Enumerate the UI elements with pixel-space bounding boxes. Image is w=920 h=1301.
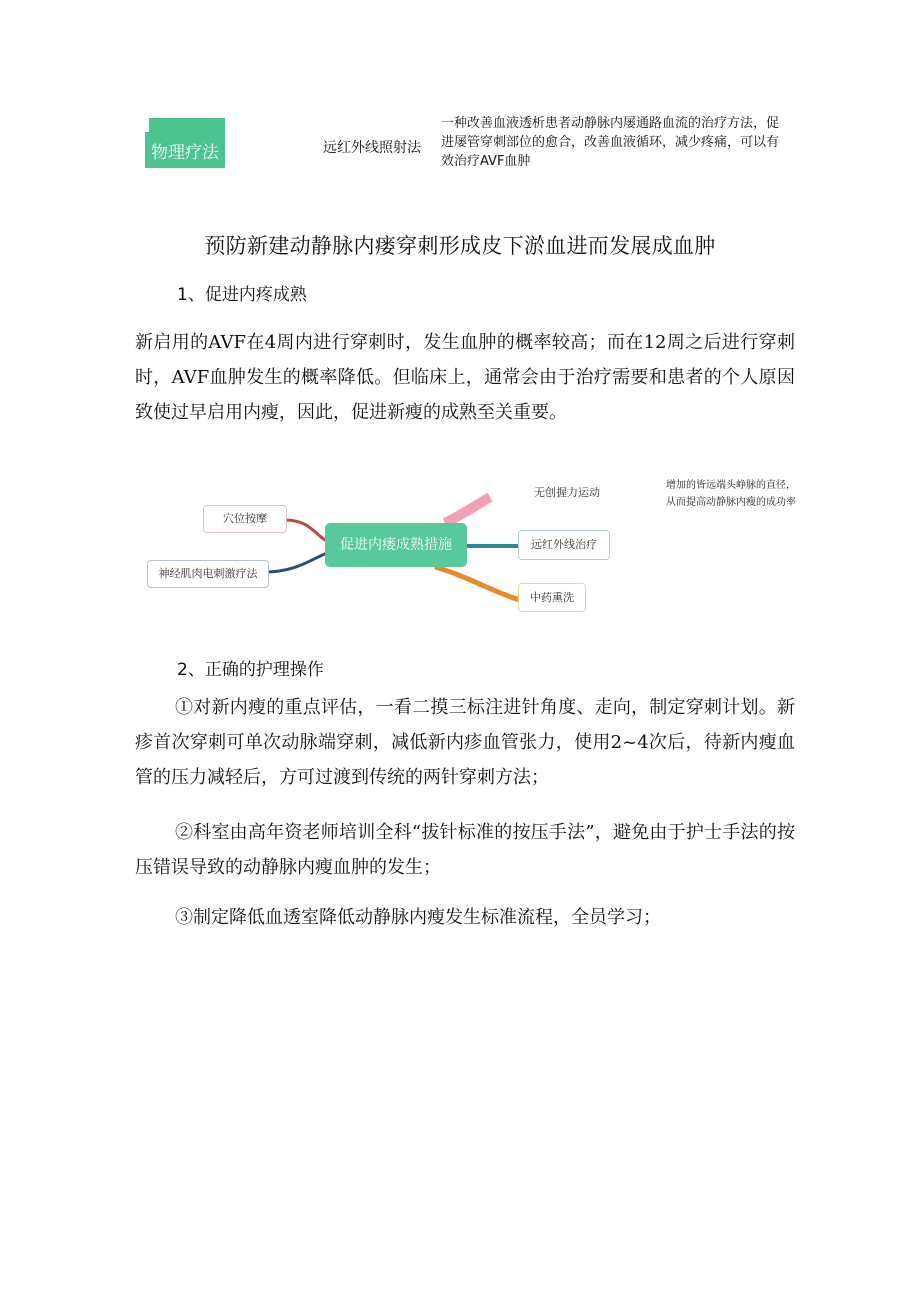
list-item-2: ②科室由高年资老师培训全科“拔针标准的按压手法”，避免由于护士手法的按压错误导致的动静脉内瘦血肿的发生； <box>135 822 795 878</box>
node-far-infrared <box>518 530 610 560</box>
node-herbal-fumigation <box>518 583 586 612</box>
therapy-name: 远红外线照射法 <box>323 140 421 156</box>
node-label: 神经肌肉电刺激疗法 <box>158 567 258 580</box>
paragraph-1: 新启用的AVF在4周内进行穿刺时，发生血肿的概率较高；而在12周之后进行穿刺时，AVF血肿发生的概率降低。但临床上，通常会由于治疗需要和患者的个人原因致使过早启用内瘦，因此，促进新瘦的成熟至关重要。 <box>135 332 795 423</box>
physical-therapy-tag <box>145 118 225 168</box>
therapy-description: 一种改善血液透析患者动静脉内屡通路血流的治疗方法，促进屡管穿刺部位的愈合，改善血液循环，减少疼痛，可以有效治疗AVF血肿 <box>441 116 780 169</box>
tag-label: 物理疗法 <box>151 143 219 163</box>
node-label: 远红外线治疗 <box>531 538 597 551</box>
note-line-1: 增加的皆远端头峥脉的直径， <box>666 480 796 491</box>
list-item-3: ③制定降低血透室降低动静脉内瘦发生标准流程，全员学习； <box>175 907 661 928</box>
tag-notch <box>145 118 149 132</box>
subheading-1: 1、促进内疼成熟 <box>177 285 307 305</box>
node-nerve-stimulation <box>147 560 269 588</box>
subheading-2: 2、正确的护理操作 <box>177 660 324 680</box>
node-label: 穴位按摩 <box>223 512 267 525</box>
connector-gripping <box>445 497 490 523</box>
node-center <box>325 523 467 567</box>
section-heading: 预防新建动静脉内瘘穿刺形成皮下淤血进而发展成血肿 <box>204 234 716 258</box>
mindmap-note <box>666 477 796 511</box>
node-gripping-exercise <box>517 484 617 502</box>
connector-acupoint <box>285 520 327 541</box>
connector-herbal <box>435 567 520 600</box>
list-item-1: ①对新内瘦的重点评估，一看二摸三标注进针角度、走向，制定穿刺计划。新疹首次穿刺可单次动脉端穿刺，减低新内疹血管张力，使用2~4次后，待新内瘦血管的压力减轻后，方可过渡到传统的两针穿刺方法； <box>135 697 795 788</box>
node-label: 无创握力运动 <box>534 486 600 499</box>
note-line-2: 从而提高动静脉内瘦的成功率 <box>666 497 796 508</box>
node-center-label: 促进内瘘成熟措施 <box>340 537 452 553</box>
node-label: 中药熏洗 <box>530 591 574 604</box>
connector-nerve <box>265 553 327 572</box>
node-acupoint-massage <box>203 505 287 533</box>
